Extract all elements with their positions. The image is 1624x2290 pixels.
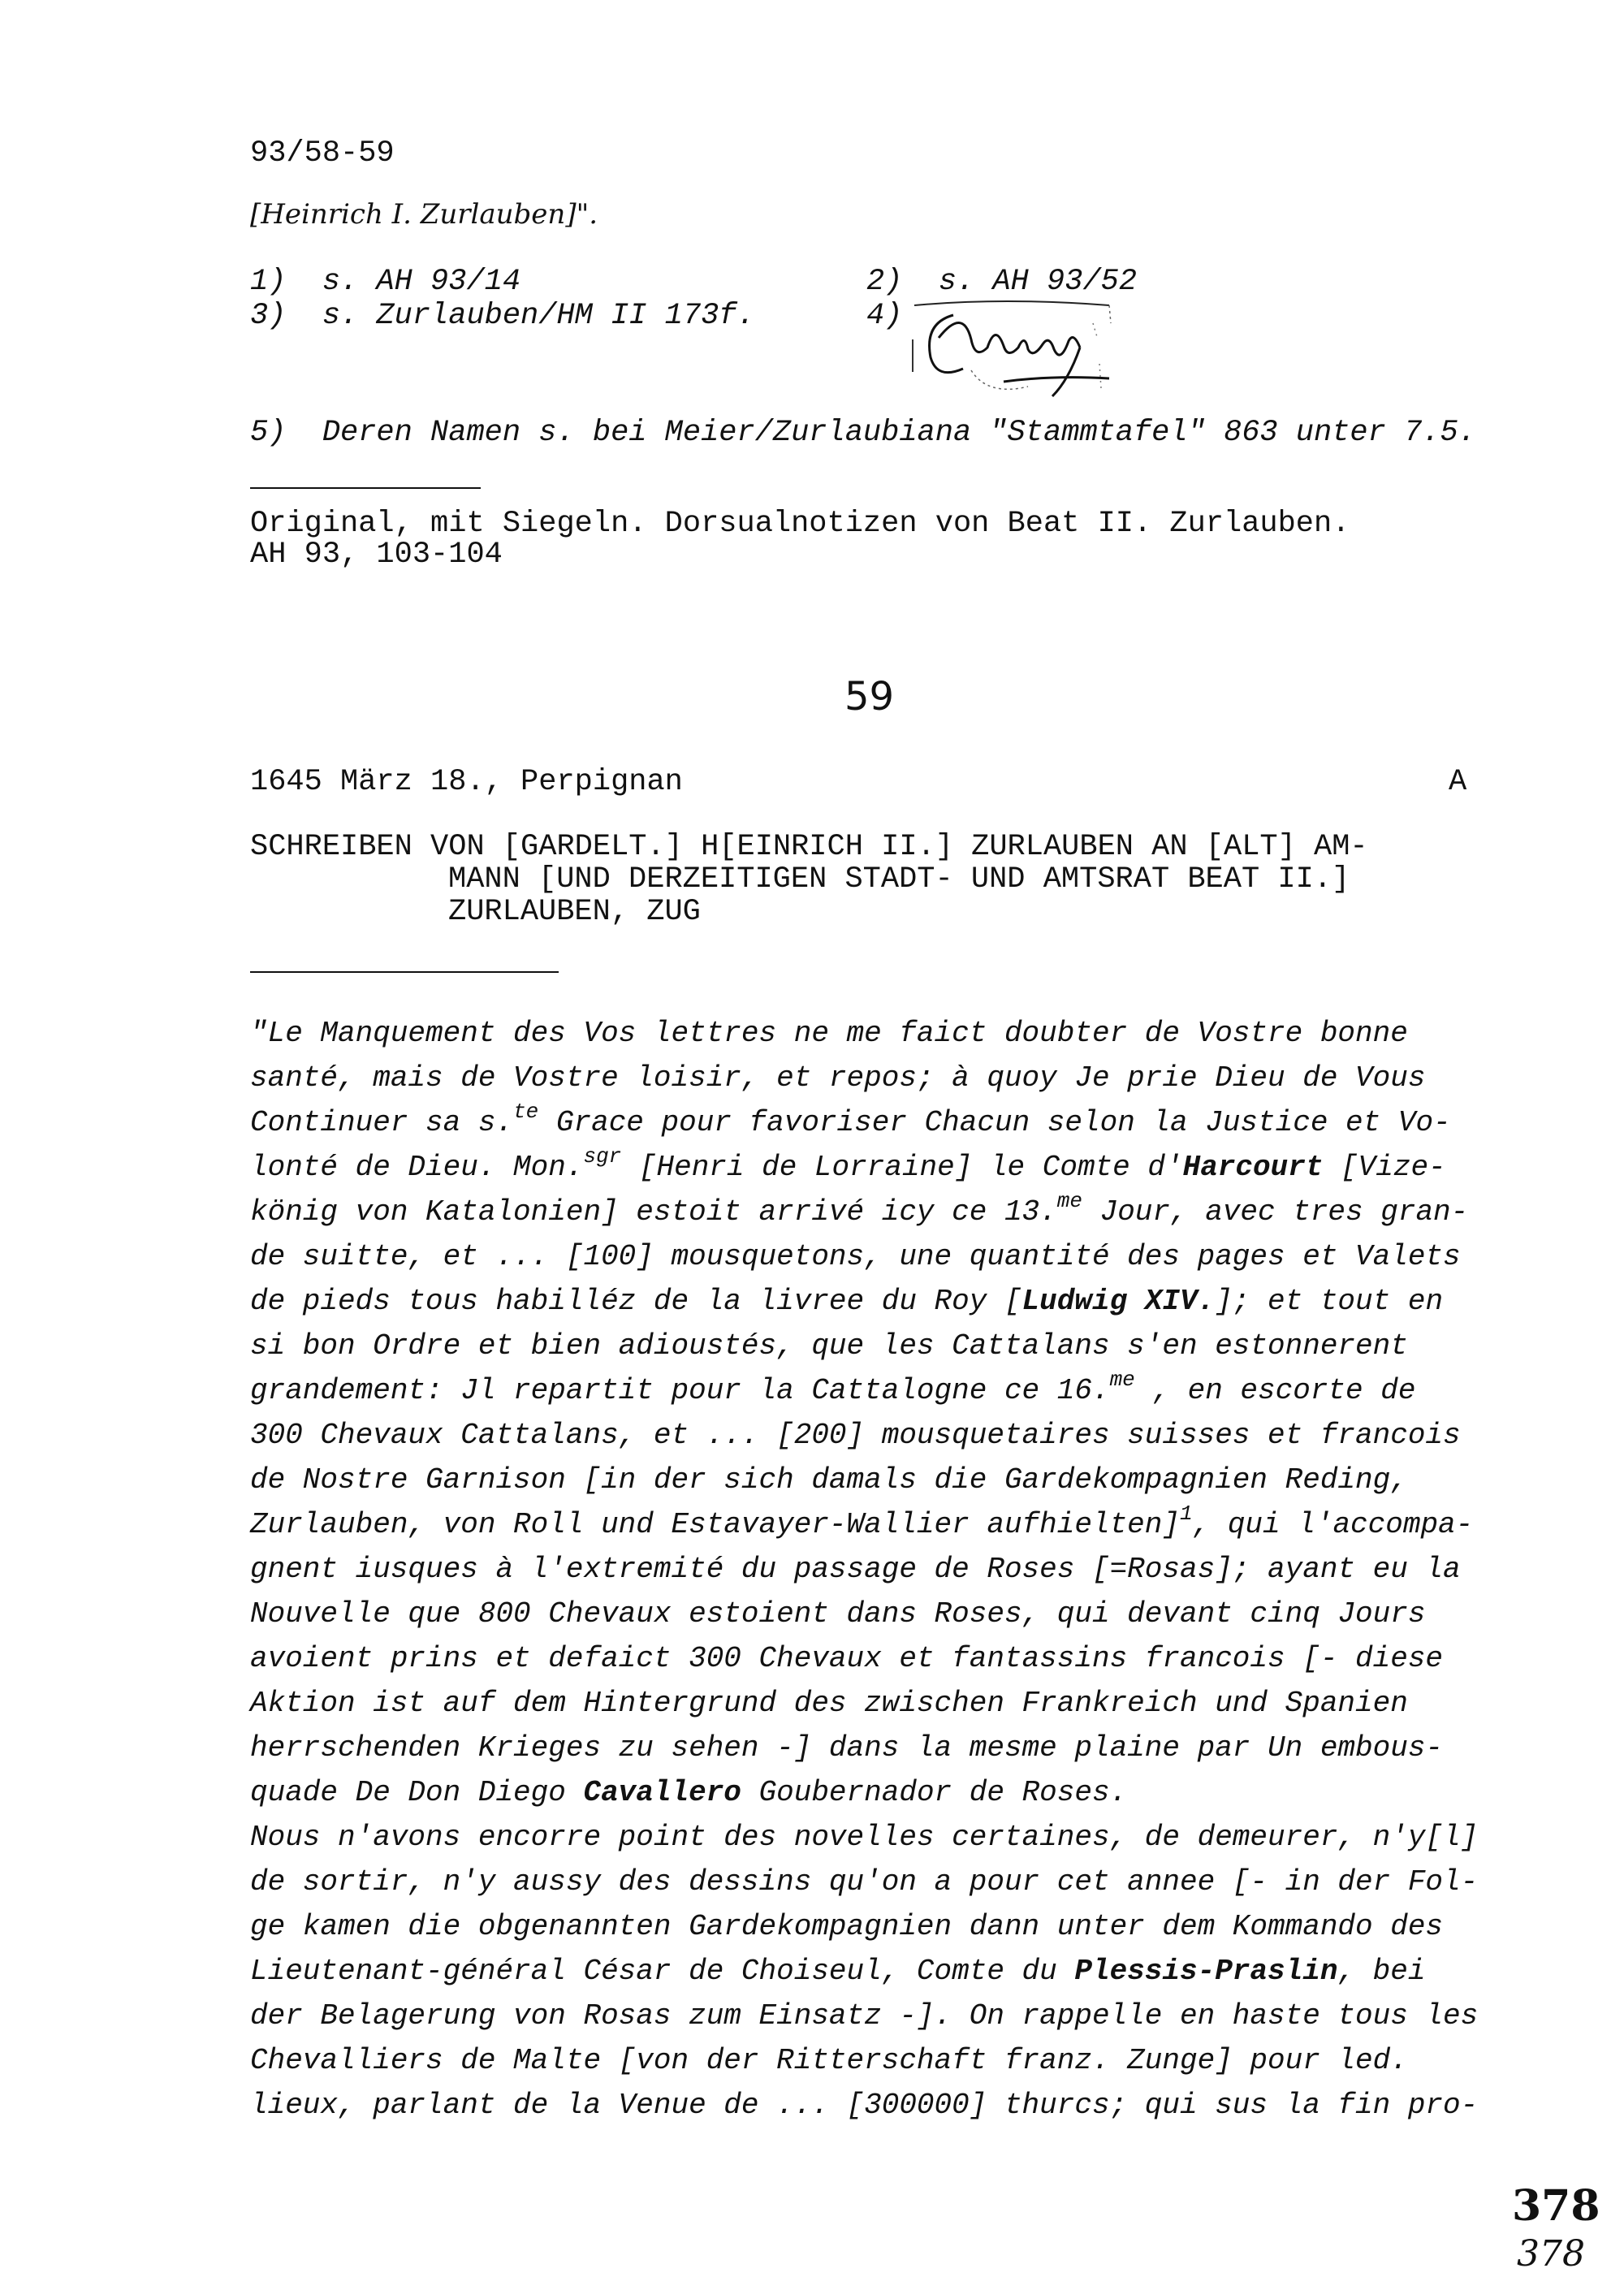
footnote-2: 2) s. AH 93/52 bbox=[866, 265, 1138, 299]
footnote-divider bbox=[250, 487, 481, 489]
body-line-3: Continuer sa s.$^{te}$ Grace pour favoriser Chacun selon la Justice et Vo- bbox=[250, 1100, 1451, 1139]
source-archive-ref: AH 93, 103-104 bbox=[250, 538, 503, 572]
body-line-15: avoient prins et defaict 300 Chevaux et fantassins francois [- diese bbox=[250, 1642, 1444, 1675]
body-line-8: si bon Ordre et bien adioustés, que les Cattalans s'en estonnerent bbox=[250, 1329, 1408, 1363]
document-reference: 93/58-59 bbox=[250, 136, 395, 171]
document-type: A bbox=[1449, 765, 1467, 799]
title-line-1: SCHREIBEN VON [GARDELT.] H[EINRICH II.] ZURLAUBEN AN [ALT] AM- bbox=[250, 830, 1368, 864]
body-line-4: lonté de Dieu. Mon.$^{sgr}$ [Henri de Lorraine] le Comte d'Harcourt [Vize- bbox=[250, 1144, 1446, 1184]
body-line-21: ge kamen die obgenannten Gardekompagnien dann unter dem Kommando des bbox=[250, 1910, 1444, 1943]
body-line-23: der Belagerung von Rosas zum Einsatz -]. On rappelle en haste tous les bbox=[250, 1999, 1479, 2033]
body-line-24: Chevalliers de Malte [von der Ritterschaft franz. Zunge] pour led. bbox=[250, 2044, 1408, 2077]
body-line-2: santé, mais de Vostre loisir, et repos; à quoy Je prie Dieu de Vous bbox=[250, 1061, 1426, 1095]
footnote-5: 5) Deren Namen s. bei Meier/Zurlaubiana "Stammtafel" 863 unter 7.5. bbox=[250, 416, 1476, 450]
body-line-7: de pieds tous habilléz de la livree du Roy [Ludwig XIV.]; et tout en bbox=[250, 1285, 1444, 1318]
footnote-4: 4) bbox=[866, 299, 903, 333]
name-ludwig: Ludwig XIV. bbox=[1021, 1285, 1216, 1318]
body-line-1: "Le Manquement des Vos lettres ne me faict doubter de Vostre bonne bbox=[250, 1017, 1408, 1050]
signature-name-transcription: [Heinrich I. Zurlauben]". bbox=[250, 198, 598, 231]
archive-number-handwritten: 378 bbox=[1517, 2233, 1585, 2275]
date-place: 1645 März 18., Perpignan bbox=[250, 765, 683, 799]
archive-number-stamp: 378 bbox=[1512, 2181, 1600, 2231]
body-line-14: Nouvelle que 800 Chevaux estoient dans Roses, qui devant cinq Jours bbox=[250, 1597, 1426, 1631]
source-description: Original, mit Siegeln. Dorsualnotizen von Beat II. Zurlauben. bbox=[250, 507, 1350, 541]
footnote-3: 3) s. Zurlauben/HM II 173f. bbox=[250, 299, 755, 333]
body-line-18: quade De Don Diego Cavallero Goubernador de Roses. bbox=[250, 1776, 1128, 1809]
body-line-20: de sortir, n'y aussy des dessins qu'on a pour cet annee [- in der Fol- bbox=[250, 1865, 1479, 1899]
name-plessis-praslin: Plessis-Praslin bbox=[1074, 1955, 1338, 1988]
title-divider bbox=[250, 971, 559, 973]
signature-image bbox=[906, 291, 1117, 404]
body-line-13: gnent iusques à l'extremité du passage de Roses [=Rosas]; ayant eu la bbox=[250, 1553, 1461, 1586]
body-line-10: 300 Chevaux Cattalans, et ... [200] mousquetaires suisses et francois bbox=[250, 1419, 1461, 1452]
body-line-6: de suitte, et ... [100] mousquetons, une quantité des pages et Valets bbox=[250, 1240, 1461, 1273]
body-line-12: Zurlauben, von Roll und Estavayer-Wallier aufhielten]$^1$, qui l'accompa- bbox=[250, 1501, 1474, 1541]
body-line-5: könig von Katalonien] estoit arrivé icy ce 13.$^{me}$ Jour, avec tres gran- bbox=[250, 1189, 1469, 1229]
body-line-25: lieux, parlant de la Venue de ... [300000] thurcs; qui sus la fin pro- bbox=[250, 2089, 1479, 2122]
body-line-16: Aktion ist auf dem Hintergrund des zwischen Frankreich und Spanien bbox=[250, 1687, 1408, 1720]
body-line-19: Nous n'avons encorre point des novelles certaines, de demeurer, n'y[l] bbox=[250, 1821, 1479, 1854]
body-line-22: Lieutenant-général César de Choiseul, Comte du Plessis-Praslin, bei bbox=[250, 1955, 1426, 1988]
handwritten-signature bbox=[906, 291, 1117, 404]
name-harcourt: Harcourt bbox=[1182, 1151, 1324, 1184]
footnote-1: 1) s. AH 93/14 bbox=[250, 265, 521, 299]
name-cavallero: Cavallero bbox=[583, 1776, 741, 1809]
body-line-9: grandement: Jl repartit pour la Cattalogne ce 16.$^{me}$ , en escorte de bbox=[250, 1368, 1416, 1407]
title-line-2: MANN [UND DERZEITIGEN STADT- UND AMTSRAT BEAT II.] bbox=[448, 862, 1350, 897]
body-line-11: de Nostre Garnison [in der sich damals die Gardekompagnien Reding, bbox=[250, 1463, 1408, 1497]
body-line-17: herrschenden Krieges zu sehen -] dans la mesme plaine par Un embous- bbox=[250, 1731, 1444, 1765]
title-line-3: ZURLAUBEN, ZUG bbox=[448, 895, 701, 929]
document-number: 59 bbox=[844, 674, 895, 719]
